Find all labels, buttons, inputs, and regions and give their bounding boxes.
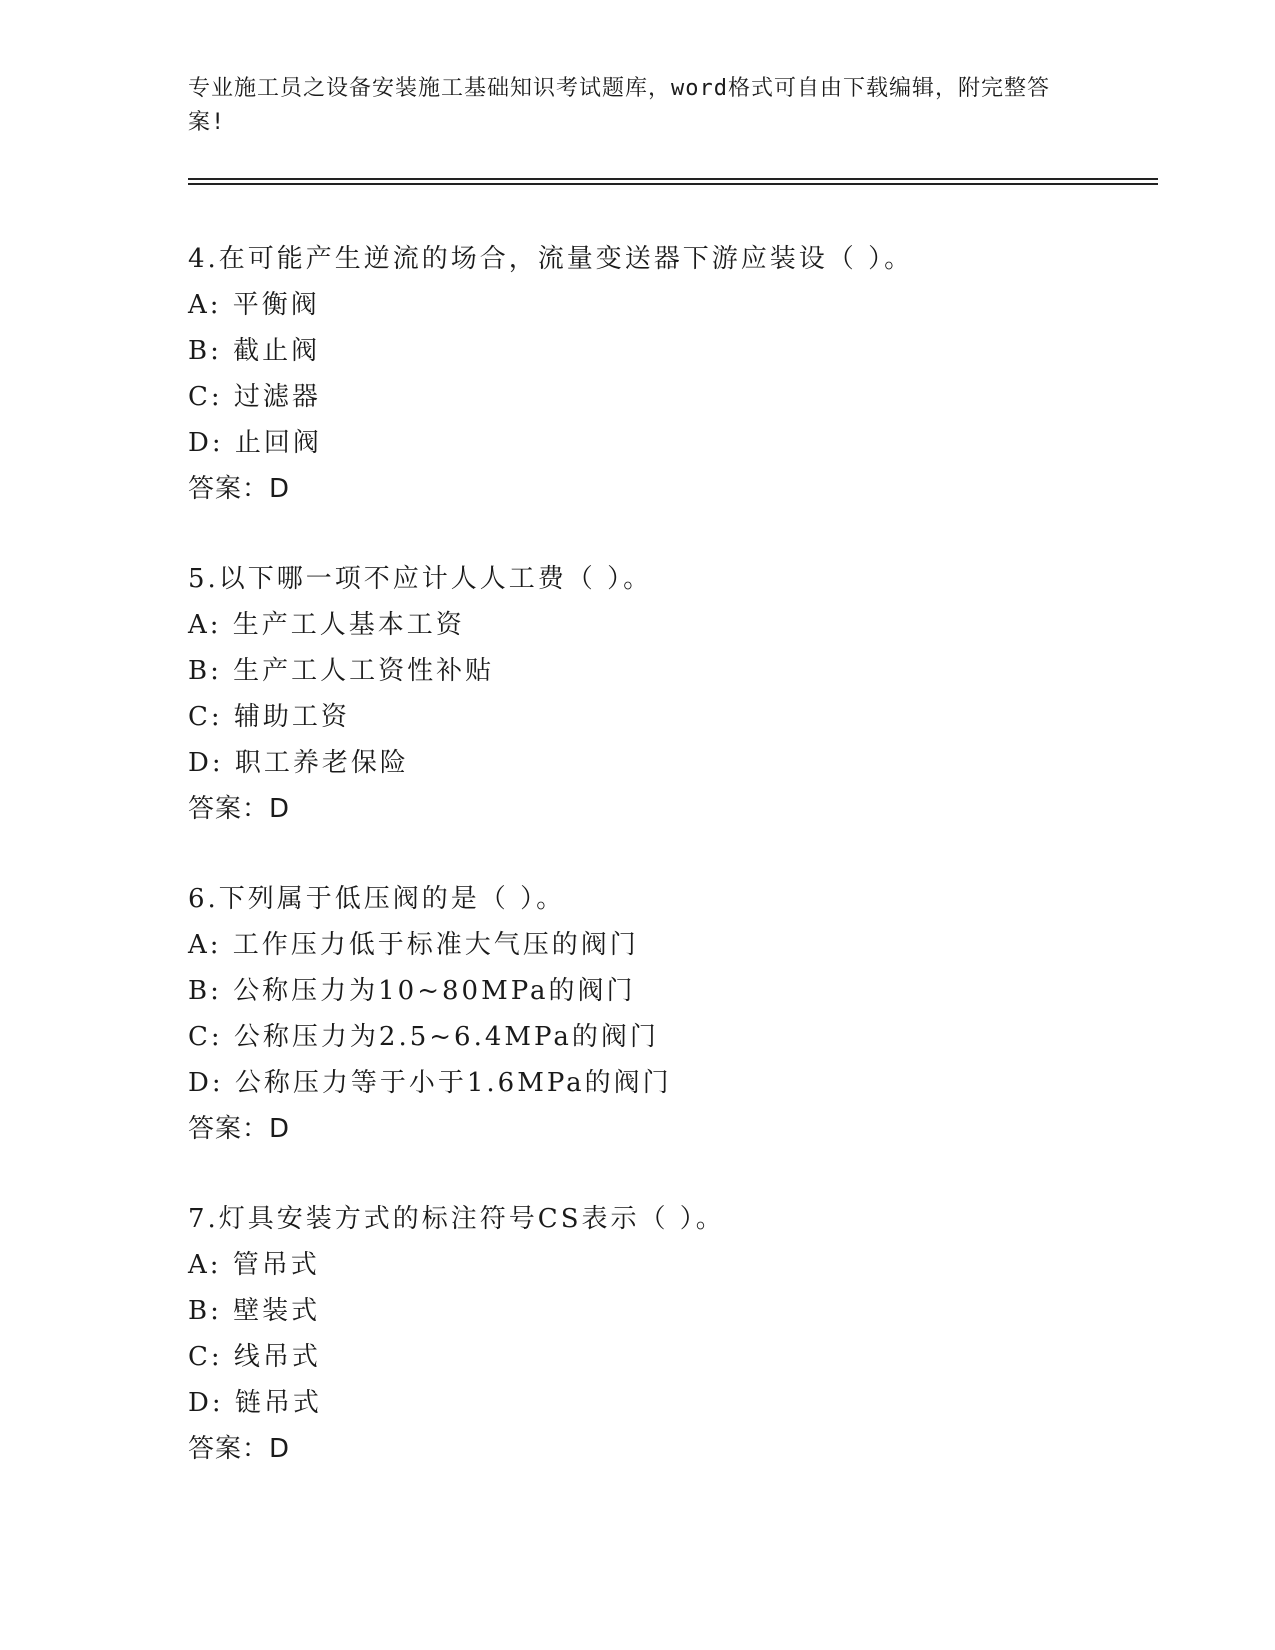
option-b: B: 生产工人工资性补贴 xyxy=(188,656,495,686)
question-block xyxy=(188,876,1148,1152)
option-b: B: 公称压力为10~80MPa的阀门 xyxy=(188,976,636,1006)
option-b: B: 壁装式 xyxy=(188,1296,321,1326)
question-stem: 6.下列属于低压阀的是（ ）。 xyxy=(188,884,566,914)
option-a: A: 管吊式 xyxy=(188,1250,320,1280)
question-block xyxy=(188,236,1148,512)
question-block xyxy=(188,1196,1148,1472)
option-a: A: 工作压力低于标准大气压的阀门 xyxy=(188,930,639,960)
option-d: D: 止回阀 xyxy=(188,428,322,458)
answer-line: 答案：D xyxy=(188,474,291,504)
answer-line: 答案：D xyxy=(188,794,291,824)
question-stem: 5.以下哪一项不应计人人工费（ ）。 xyxy=(188,564,653,594)
option-d: D: 职工养老保险 xyxy=(188,748,409,778)
header-divider-top xyxy=(188,178,1158,180)
question-stem: 4.在可能产生逆流的场合，流量变送器下游应装设（ ）。 xyxy=(188,244,914,274)
option-c: C: 公称压力为2.5~6.4MPa的阀门 xyxy=(188,1022,659,1052)
question-block xyxy=(188,556,1148,832)
option-c: C: 线吊式 xyxy=(188,1342,321,1372)
option-c: C: 过滤器 xyxy=(188,382,321,412)
option-a: A: 生产工人基本工资 xyxy=(188,610,465,640)
question-stem: 7.灯具安装方式的标注符号CS表示（ ）。 xyxy=(188,1204,725,1234)
answer-line: 答案：D xyxy=(188,1434,291,1464)
answer-line: 答案：D xyxy=(188,1114,291,1144)
header-divider-bottom xyxy=(188,183,1158,185)
option-d: D: 链吊式 xyxy=(188,1388,322,1418)
document-header: 专业施工员之设备安装施工基础知识考试题库，word格式可自由下载编辑，附完整答案! xyxy=(188,76,1050,135)
option-d: D: 公称压力等于小于1.6MPa的阀门 xyxy=(188,1068,672,1098)
option-c: C: 辅助工资 xyxy=(188,702,350,732)
option-a: A: 平衡阀 xyxy=(188,290,320,320)
option-b: B: 截止阀 xyxy=(188,336,321,366)
